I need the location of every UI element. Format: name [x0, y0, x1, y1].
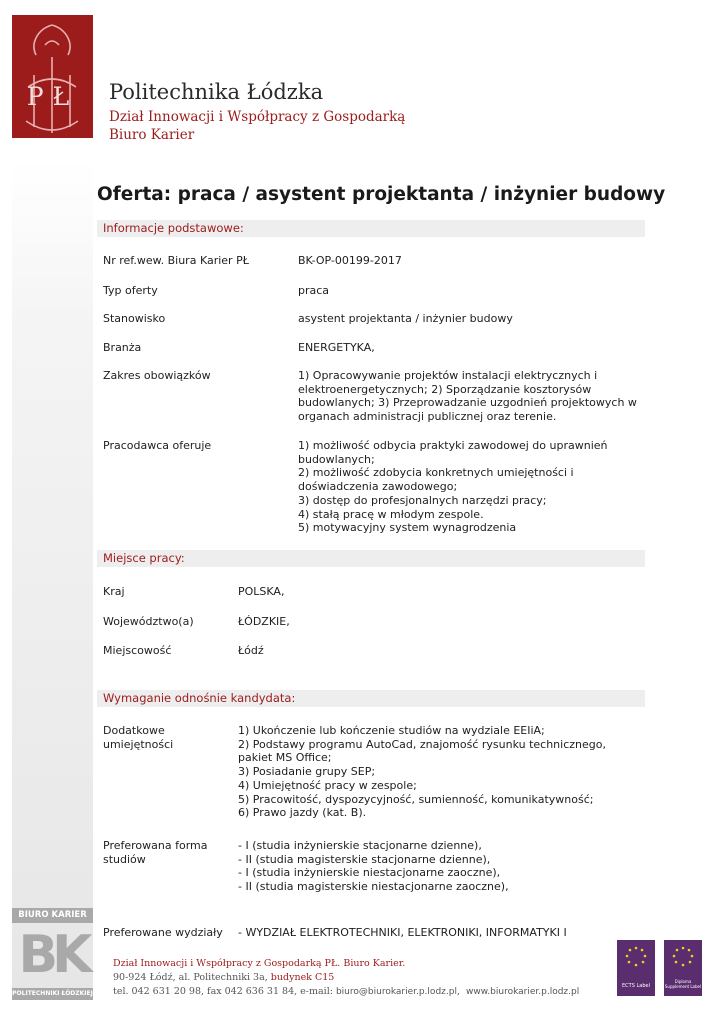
value-industry: ENERGETYKA, — [298, 341, 375, 354]
career-office-logo-letters: BK — [18, 925, 87, 985]
value-city: Łódź — [238, 644, 264, 657]
footer-address-building: budynek C15 — [270, 972, 335, 983]
value-offer-type: praca — [298, 284, 330, 297]
label-study-form: Preferowana forma studiów — [103, 839, 208, 866]
label-industry: Branża — [103, 341, 142, 354]
ects-label-text: ECTS Label — [622, 983, 650, 989]
page-title: Oferta: praca / asystent projektanta / inżynier budowy — [97, 184, 666, 205]
footer-separator: , — [456, 986, 460, 997]
section-location-heading: Miejsce pracy: — [97, 550, 645, 567]
label-ref-number: Nr ref.wew. Biura Karier PŁ — [103, 254, 249, 267]
label-duties: Zakres obowiązków — [103, 369, 211, 382]
footer-department: Dział Innowacji i Współpracy z Gospodarką PŁ. Biuro Karier. — [113, 958, 406, 969]
diploma-supplement-text: Diploma Supplement Label — [664, 979, 702, 989]
value-voivodeship: ŁÓDZKIE, — [238, 615, 290, 628]
value-faculties: - WYDZIAŁ ELEKTROTECHNIKI, ELEKTRONIKI, INFORMATYKI I — [238, 926, 567, 939]
label-city: Miejscowość — [103, 644, 172, 657]
diploma-supplement-badge — [664, 940, 702, 996]
value-position: asystent projektanta / inżynier budowy — [298, 312, 513, 325]
value-study-form: - I (studia inżynierskie stacjonarne dzienne), - II (studia magisterskie stacjonarne dzienne), - I (studia inżynierskie niestacjonarne zaoczne), - II (studia magisterskie niestacjonarne zaoczne), — [238, 839, 509, 894]
eu-stars-icon — [617, 940, 655, 980]
label-additional-skills: Dodatkowe umiejętności — [103, 724, 174, 751]
value-employer-offers: 1) możliwość odbycia praktyki zawodowej do uprawnień budowlanych; 2) możliwość zdobycia konkretnych umiejętności i doświadczenia zawodowego; 3) dostęp do profesjonalnych narzędzi pracy; 4) stałą pracę w młodym zespole. 5) motywacyjny system wynagrodzenia — [298, 439, 608, 535]
department-name: Dział Innowacji i Współpracy z Gospodarką — [109, 109, 406, 125]
footer-address-street: 90-924 Łódź, al. Politechniki 3a, — [113, 972, 271, 983]
section-requirements-heading: Wymaganie odnośnie kandydata: — [97, 690, 645, 707]
value-additional-skills: 1) Ukończenie lub kończenie studiów na wydziale EEIiA; 2) Podstawy programu AutoCad, znajomość rysunku technicznego, pakiet MS Office; 3) Posiadanie grupy SEP; 4) Umiejętność pracy w zespole; 5) Pracowitość, dyspozycyjność, sumienność, komunikatywność; 6) Prawo jazdy (kat. B). — [238, 724, 606, 820]
career-office-logo-bottom: POLITECHNIKI ŁÓDZKIEJ — [12, 988, 93, 1000]
label-employer-offers: Pracodawca oferuje — [103, 439, 212, 452]
label-position: Stanowisko — [103, 312, 166, 325]
footer-address — [113, 972, 334, 983]
label-voivodeship: Województwo(a) — [103, 615, 194, 628]
career-office-logo — [12, 908, 93, 1000]
label-country: Kraj — [103, 585, 125, 598]
section-basic-heading: Informacje podstawowe: — [97, 220, 645, 237]
footer-website-link[interactable]: www.biurokarier.p.lodz.pl — [466, 987, 580, 997]
value-country: POLSKA, — [238, 585, 285, 598]
university-logo — [12, 15, 93, 138]
university-name: Politechnika Łódzka — [109, 80, 324, 104]
career-office-logo-top: BIURO KARIER — [12, 908, 93, 923]
footer-contact — [113, 986, 579, 997]
footer-email-link[interactable]: biuro@biurokarier.p.lodz.pl — [335, 987, 457, 997]
value-ref-number: BK-OP-00199-2017 — [298, 254, 402, 267]
decorative-side-strip — [12, 160, 93, 1000]
label-faculties: Preferowane wydziały — [103, 926, 223, 939]
label-offer-type: Typ oferty — [103, 284, 158, 297]
footer-phone: tel. 042 631 20 98, fax 042 636 31 84, e-mail: — [113, 986, 336, 997]
logo-letters: PŁ — [26, 82, 79, 111]
eu-stars-icon — [664, 940, 702, 980]
value-duties: 1) Opracowywanie projektów instalacji elektrycznych i elektroenergetycznych; 2) Sporządzanie kosztorysów budowlanych; 3) Przeprowadzanie uzgodnień projektowych w organach administracji publicznej oraz terenie. — [298, 369, 637, 424]
ects-label-badge — [617, 940, 655, 996]
office-name: Biuro Karier — [109, 127, 195, 143]
